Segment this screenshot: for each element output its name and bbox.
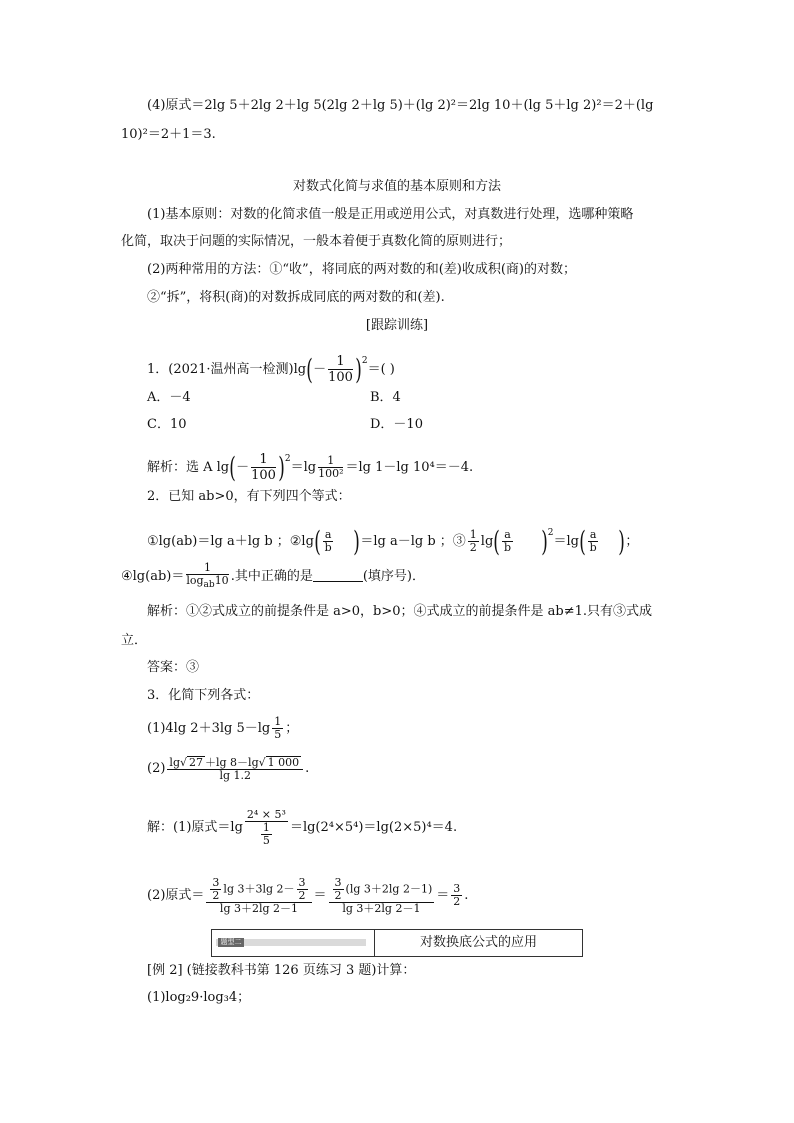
q1-ans-fraction: [251, 452, 276, 483]
q2-a2: a: [504, 528, 511, 541]
q3-sol2-n1-text: lg 3＋3lg 2－: [223, 882, 295, 895]
q1-ans-den2: 100²: [318, 467, 344, 480]
q2-b: b: [324, 541, 332, 554]
q2-b2: b: [503, 541, 512, 554]
q3-s2-root2: 1 000: [267, 755, 300, 769]
q3-sol1-den: [245, 822, 288, 847]
q3-sol1-den-den: 5: [262, 833, 270, 847]
q2-e4-fraction: [186, 562, 228, 591]
q1-den: 100: [328, 370, 353, 385]
q3-sol2-period: .: [464, 888, 469, 903]
section-title: 对数换底公式的应用: [419, 935, 537, 950]
q1-ans-fraction2: [318, 455, 343, 480]
q3-sol2-n2-text: (lg 3＋2lg 2－1): [345, 882, 433, 895]
q1-stem: [147, 346, 395, 385]
three-4: 3: [453, 882, 461, 895]
q1-minus: －: [313, 362, 327, 377]
q2-e4: [121, 562, 425, 592]
q3-s2: [147, 752, 309, 786]
training-title: [跟踪训练]: [365, 318, 429, 333]
paren-right: ): [278, 450, 285, 484]
q3-sol2-eq: ＝: [313, 888, 327, 903]
q2-half-num: 1: [469, 528, 477, 541]
paren-right: ): [618, 524, 626, 558]
section-tag-box: [212, 930, 375, 956]
q2-e3b: ＝lg: [553, 534, 579, 549]
q3-s1-den: 5: [274, 728, 282, 741]
q3-sol2-d1: lg 3＋2lg 2－1: [219, 901, 299, 915]
section-banner: [211, 929, 583, 957]
q3-sol1-end: ＝lg(2⁴×5⁴)＝lg(2×5)⁴＝4.: [289, 820, 458, 835]
q3-s2-den: lg 1.2: [219, 768, 252, 782]
paren-left: (: [579, 524, 586, 558]
three-halves-3: [333, 877, 344, 902]
q3-s2-root1: 27: [189, 755, 203, 769]
option-b: B．4: [370, 390, 401, 405]
q2-ab-fraction2: [502, 529, 513, 554]
option-a: A．－4: [147, 390, 191, 405]
q3-sol2-n2: [329, 877, 435, 903]
q1-analysis: [147, 444, 473, 483]
q1-prefix: 1．(2021·温州高一检测)lg: [147, 362, 307, 377]
q2-e4-den-end: 10: [214, 574, 229, 587]
q2-b3: b: [589, 541, 597, 554]
p4-line1: (4)原式＝2lg 5＋2lg 2＋lg 5(2lg 2＋lg 5)＋(lg 2)²＝2lg 10＋(lg 5＋lg 2)²＝2＋(lg: [147, 98, 654, 113]
q3-s2-prefix: (2): [147, 761, 166, 776]
two-2: 2: [298, 888, 306, 902]
q1-ans-num2: 1: [318, 455, 343, 468]
method-p1a: (1)基本原则：对数的化简求值一般是正用或逆用公式，对真数进行处理，选哪种策略: [147, 207, 634, 222]
q3-s1: [147, 714, 298, 744]
q2-ab-fraction3: [588, 529, 599, 554]
paren-left: (: [229, 450, 236, 484]
three: 3: [212, 875, 220, 889]
q3-sol2-prefix: (2)原式＝: [147, 888, 205, 903]
q2-e4a: ④lg(ab)＝: [121, 569, 185, 584]
q1-sup: 2: [361, 356, 368, 366]
three-3: 3: [334, 875, 342, 889]
two-3: 2: [334, 888, 342, 902]
q2-e4-den: [186, 575, 228, 591]
q2-a: a: [324, 528, 332, 541]
method-p2a: (2)两种常用的方法：①“收”，将同底的两对数的和(差)收成积(商)的对数；: [147, 262, 576, 277]
q2-analysis-2: 立．: [121, 633, 148, 648]
q1-ans-suffix: ＝lg 1－lg 10⁴＝－4.: [345, 460, 474, 475]
q1-ans-den: 100: [251, 468, 276, 483]
three-halves-result: [451, 883, 462, 908]
q1-ans-num: 1: [251, 452, 276, 468]
q3-sol1-num: 2⁴ × 5³: [246, 807, 286, 821]
q2-ab-fraction: [323, 529, 334, 554]
example2-line: [例 2] (链接教科书第 126 页练习 3 题)计算：: [147, 963, 416, 978]
q2-equations: [147, 518, 638, 557]
q3-s2-lg: lg: [169, 755, 180, 769]
q2-a3: a: [589, 528, 597, 541]
q1-ans-prefix: 解析：选 A lg: [147, 460, 230, 475]
method-p1b: 化简，取决于问题的实际情况，一般本着便于真数化简的原则进行；: [121, 234, 512, 249]
paren-left: (: [314, 524, 321, 558]
q3-sol1-fraction: [245, 809, 288, 847]
q3-sol2-end-eq: ＝: [436, 888, 450, 903]
q3-sol1-prefix: 解：(1)原式＝lg: [147, 820, 243, 835]
q3-s1-end: ；: [285, 721, 299, 736]
two-4: 2: [453, 895, 461, 908]
q2-e1: ①lg(ab)＝lg a＋lg b ；②lg: [147, 534, 314, 549]
q2-analysis-1: 解析：①②式成立的前提条件是 a>0，b>0；④式成立的前提条件是 ab≠1.只有③式成: [147, 604, 653, 619]
q3-s2-mid: ＋lg 8－lg: [205, 755, 259, 769]
paren-left: (: [493, 524, 501, 558]
q3-sol2-frac1: [206, 877, 311, 915]
three-halves: [210, 877, 221, 902]
q3-s2-fraction: [167, 756, 303, 782]
two: 2: [212, 888, 220, 902]
q3-sol1: [147, 800, 457, 856]
section-tag: 题型二: [218, 938, 244, 947]
q1-suffix: ＝( ): [367, 362, 395, 377]
paren-right: ): [540, 524, 548, 558]
q2-half: [468, 529, 479, 554]
example2-sub1: (1)log₂9·log₃4；: [147, 990, 251, 1005]
paren-right: ): [353, 524, 361, 558]
option-d: D．－10: [370, 417, 423, 432]
q3-s2-end: .: [305, 761, 310, 776]
q2-e4-den-log: log: [186, 574, 204, 587]
paren-right: ): [355, 352, 362, 386]
answer-blank: [313, 569, 363, 582]
q3-sol1-den-fraction: [261, 822, 272, 847]
paren-left: (: [306, 352, 313, 386]
method-title: 对数式化简与求值的基本原则和方法: [292, 179, 501, 194]
method-p2b: ②“拆”，将积(商)的对数拆成同底的两对数的和(差).: [147, 290, 445, 305]
q2-stem: 2．已知 ab>0，有下列四个等式：: [147, 489, 351, 504]
three-halves-2: [297, 877, 308, 902]
q1-ans-sup: 2: [284, 454, 291, 464]
q1-fraction: [328, 354, 353, 385]
q3-stem: 3．化简下列各式：: [147, 688, 260, 703]
q2-half-den: 2: [469, 541, 477, 554]
q3-s1-fraction: [272, 716, 283, 741]
q2-e3: lg: [480, 534, 494, 549]
q2-e4b: .其中正确的是: [230, 569, 313, 584]
q2-semi: ；: [625, 534, 639, 549]
q3-sol2-frac2: [329, 877, 435, 915]
q3-s1-num: 1: [274, 715, 282, 728]
q1-ans-mid: ＝lg: [290, 460, 317, 475]
q1-num: 1: [328, 354, 353, 370]
q2-e4-den-sub: ab: [203, 580, 215, 590]
q3-sol2-n1: [206, 877, 311, 903]
q3-s2-num: lg√ 27 ＋lg 8－lg√ 1 000: [167, 756, 303, 770]
option-c: C．10: [147, 417, 187, 432]
p4-line2: 10)²＝2＋1＝3.: [121, 127, 216, 142]
q2-e4-num: 1: [186, 562, 228, 575]
q1-ans-minus: －: [236, 460, 250, 475]
q2-e4c: (填序号)．: [362, 569, 425, 584]
three-2: 3: [298, 875, 306, 889]
q3-sol1-den-num: 1: [262, 820, 270, 834]
q2-sup: 2: [547, 528, 554, 538]
q3-s1-prefix: (1)4lg 2＋3lg 5－lg: [147, 721, 271, 736]
q3-sol2: [147, 868, 468, 924]
q2-answer: 答案：③: [147, 660, 200, 675]
q3-sol2-d2: lg 3＋2lg 2－1: [342, 901, 421, 915]
q2-e2: ＝lg a－lg b ；③: [360, 534, 466, 549]
